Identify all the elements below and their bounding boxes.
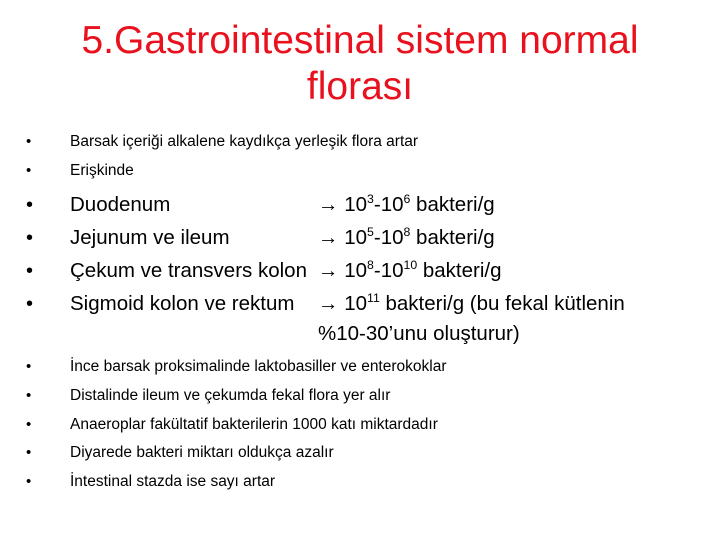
bullet-icon: • <box>26 260 34 282</box>
bullet-icon: • <box>26 473 32 490</box>
slide-title-line-1: 5.Gastrointestinal sistem normal <box>81 19 639 62</box>
flora-site: Jejunum ve ileum <box>70 226 230 249</box>
bullet-icon: • <box>26 358 32 375</box>
flora-count: → $10^5-10^8$ bakteri/g <box>318 225 495 249</box>
flora-site: Duodenum <box>70 193 171 216</box>
bullet-icon: • <box>26 416 32 433</box>
bullet-icon: • <box>26 162 32 179</box>
list-item-text: İnce barsak proksimalinde laktobasiller ve enterokoklar <box>70 358 447 375</box>
list-item-text: Distalinde ileum ve çekumda fekal flora yer alır <box>70 387 391 404</box>
flora-count: → $10^3-10^6$ bakteri/g <box>318 192 495 216</box>
flora-count: → $10^8-10^{10}$ bakteri/g <box>318 258 502 282</box>
bullet-icon: • <box>26 227 34 249</box>
list-item-text: Barsak içeriği alkalene kaydıkça yerleşik flora artar <box>70 133 419 150</box>
list-item-text: Erişkinde <box>70 162 134 179</box>
bullet-icon: • <box>26 194 34 216</box>
bullet-icon: • <box>26 133 32 150</box>
list-item-text: Anaeroplar fakültatif bakterilerin 1000 katı miktardadır <box>70 416 438 433</box>
right-arrow-icon: → <box>318 226 339 249</box>
slide-title-line-2: florası <box>306 65 414 108</box>
bullet-icon: • <box>26 444 32 461</box>
slide-title <box>40 18 680 110</box>
list-item-text: Diyarede bakteri miktarı oldukça azalır <box>70 444 334 461</box>
right-arrow-icon: → <box>318 259 339 282</box>
list-item-text: İntestinal stazda ise sayı artar <box>70 473 276 490</box>
flora-site: Çekum ve transvers kolon <box>70 259 307 282</box>
bullet-icon: • <box>26 387 32 404</box>
flora-site: Sigmoid kolon ve rektum <box>70 292 295 315</box>
flora-count: → $10^{11}$ bakteri/g (bu fekal kütlenin <box>318 291 625 315</box>
bullet-icon: • <box>26 293 34 315</box>
right-arrow-icon: → <box>318 193 339 216</box>
right-arrow-icon: → <box>318 292 339 315</box>
flora-count-continuation: %10-30’unu oluşturur) <box>318 322 520 345</box>
